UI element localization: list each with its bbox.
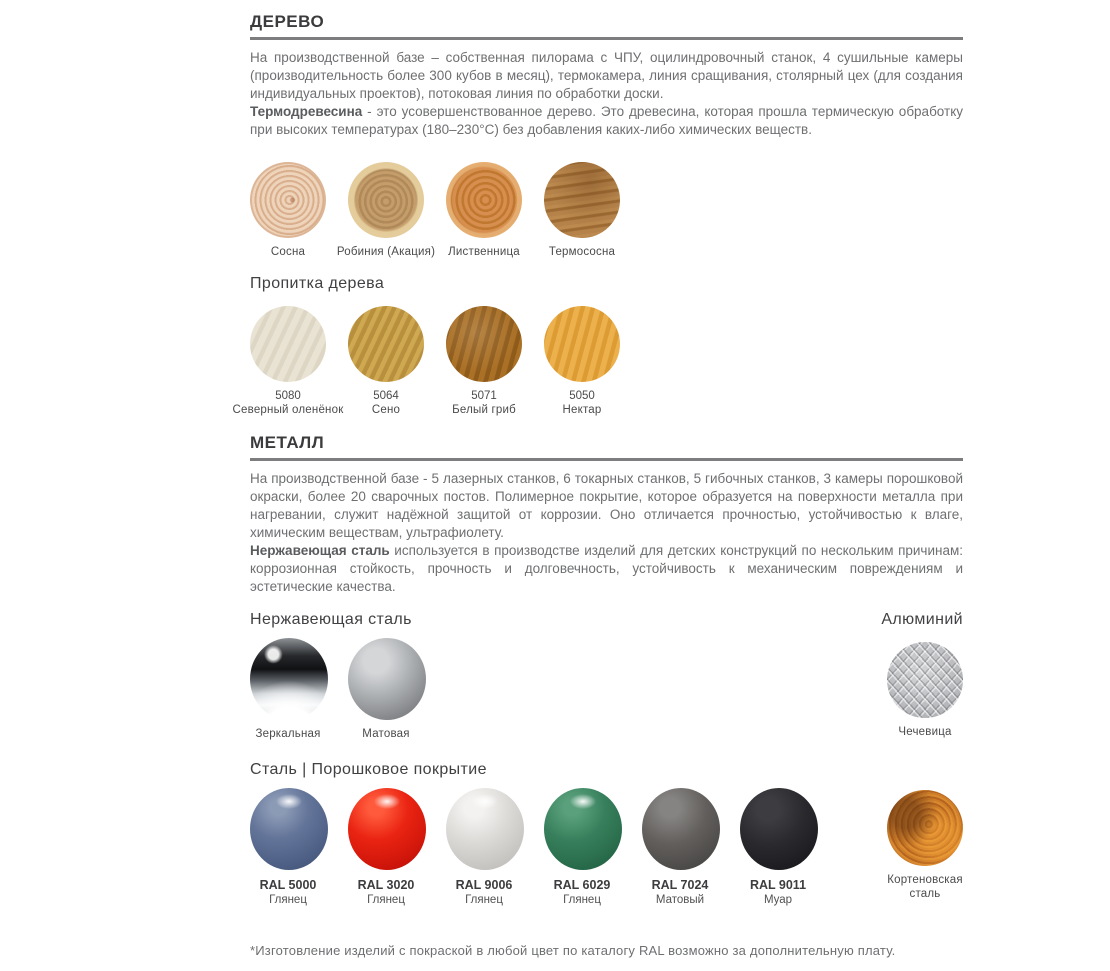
ral-finish-label: Глянец [269, 894, 307, 906]
aluminum-title: Алюминий [881, 611, 963, 628]
corten-steel-swatch-image [887, 790, 963, 866]
ral-footnote: *Изготовление изделий с покраской в любой цвет по каталогу RAL возможно за дополнительную плату. [250, 943, 896, 958]
impregnation-5080-swatch-image [250, 306, 326, 382]
impregnation-swatch-5064 [348, 306, 424, 417]
ral-swatch-5000 [250, 788, 328, 907]
impregnation-name: Белый гриб [452, 404, 516, 416]
ral-code-label: RAL 7024 [651, 878, 709, 892]
robinia-wood-swatch-image [348, 162, 424, 238]
metal-paragraph-1: На производственной базе - 5 лазерных станков, 6 токарных станков, 5 гибочных станков, 3 камеры порошковой окраски, более 20 сварочных постов. Полимерное покрытие, которое образуется на поверхности металла при нагревании, служит надёжной защитой от коррозии. Оно отличается прочностью, устойчивостью к влаге, химическим веществам, ультрафиолету. [250, 471, 963, 540]
impregnation-name: Нектар [562, 404, 602, 416]
stainless-swatch-mirror [250, 638, 328, 741]
impregnation-name: Сено [371, 404, 401, 416]
ral-swatch-9011 [740, 788, 818, 907]
ral-finish-label: Муар [763, 894, 793, 906]
stainless-aluminum-heading-row [250, 611, 963, 629]
ral-code-label: RAL 9006 [455, 878, 513, 892]
impregnation-name: Северный оленёнок [232, 404, 344, 416]
impregnation-swatch-5050 [544, 306, 620, 417]
larch-wood-swatch-image [446, 162, 522, 238]
wood-swatch-thermopine [544, 162, 620, 259]
wood-paragraph-1: На производственной базе – собственная пилорама с ЧПУ, оцилиндровочный станок, 4 сушильные камеры (производительность более 300 кубов в месяц), термокамера, линия сращивания, столярный цех (для создания индивидуальных проектов), потоковая линия по обработки доски. [250, 50, 963, 101]
impregnation-swatch-5080 [232, 306, 344, 417]
impregnation-5064-swatch-image [348, 306, 424, 382]
stainless-finish-label: Матовая [362, 728, 410, 740]
wood-swatch-label: Лиственница [448, 246, 520, 258]
ral-swatch-3020 [348, 788, 426, 907]
impregnation-code: 5050 [569, 390, 595, 402]
ral-code-label: RAL 9011 [749, 878, 807, 892]
page-content [232, 12, 963, 971]
wood-swatch-label: Термососна [548, 246, 616, 258]
wood-swatch-label: Сосна [270, 246, 306, 258]
wood-swatch-robinia [336, 162, 436, 259]
ral-5000-sphere-image [250, 788, 328, 870]
ral-7024-sphere-image [642, 788, 720, 870]
stainless-title: Нержавеющая сталь [250, 611, 412, 628]
wood-swatch-larch [446, 162, 522, 259]
stainless-finish-label: Зеркальная [255, 728, 321, 740]
ral-finish-label: Матовый [655, 894, 705, 906]
stainless-swatch-matte [348, 638, 426, 741]
corten-swatch [887, 790, 963, 901]
thermopine-wood-swatch-image [544, 162, 620, 238]
ral-3020-sphere-image [348, 788, 426, 870]
matte-steel-sphere-image [348, 638, 426, 720]
mirror-steel-sphere-image [250, 638, 328, 720]
aluminum-finish-label: Чечевица [898, 726, 952, 738]
powder-coating-title: Сталь | Порошковое покрытие [250, 761, 487, 778]
impregnation-5050-swatch-image [544, 306, 620, 382]
ral-finish-label: Глянец [367, 894, 405, 906]
metal-paragraph-2-lead: Нержавеющая сталь [250, 543, 390, 558]
metal-paragraph-2 [250, 542, 963, 596]
wood-paragraph-2 [250, 103, 963, 139]
wood-swatch-label: Робиния (Акация) [336, 246, 436, 258]
metal-paragraph-2-rest: используется в производстве изделий для детских конструкций по нескольким причинам: коррозионная стойкость, прочность и долговечность, устойчивость к механическим повреждениям и эстетические качества. [250, 543, 963, 594]
impregnation-code: 5064 [373, 390, 399, 402]
impregnation-row [232, 306, 963, 417]
stainless-row [250, 638, 963, 741]
impregnation-swatch-5071 [446, 306, 522, 417]
impregnation-code: 5071 [471, 390, 497, 402]
wood-species-row [250, 162, 963, 259]
corten-label: Кортеновская сталь [887, 874, 963, 900]
ral-9011-sphere-image [740, 788, 818, 870]
impregnation-title: Пропитка дерева [250, 275, 385, 292]
ral-code-label: RAL 5000 [259, 878, 317, 892]
pine-wood-swatch-image [250, 162, 326, 238]
wood-swatch-pine [250, 162, 326, 259]
ral-code-label: RAL 3020 [357, 878, 415, 892]
ral-swatch-7024 [642, 788, 720, 907]
ral-swatch-6029 [544, 788, 622, 907]
ral-row [250, 788, 963, 907]
wood-paragraph-2-rest: - это усовершенствованное дерево. Это древесина, которая прошла термическую обработку при высоких температурах (180–230°С) без добавления каких-либо химических веществ. [250, 104, 963, 137]
impregnation-code: 5080 [275, 390, 301, 402]
ral-6029-sphere-image [544, 788, 622, 870]
wood-paragraph-2-lead: Термодревесина [250, 104, 363, 119]
ral-swatch-9006 [446, 788, 524, 907]
wood-section-title: ДЕРЕВО [250, 12, 963, 40]
ral-9006-sphere-image [446, 788, 524, 870]
metal-section-title: МЕТАЛЛ [250, 433, 963, 461]
ral-finish-label: Глянец [465, 894, 503, 906]
aluminum-swatch [887, 642, 963, 739]
impregnation-5071-swatch-image [446, 306, 522, 382]
ral-finish-label: Глянец [563, 894, 601, 906]
ral-code-label: RAL 6029 [553, 878, 611, 892]
aluminum-checkerplate-swatch-image [887, 642, 963, 718]
